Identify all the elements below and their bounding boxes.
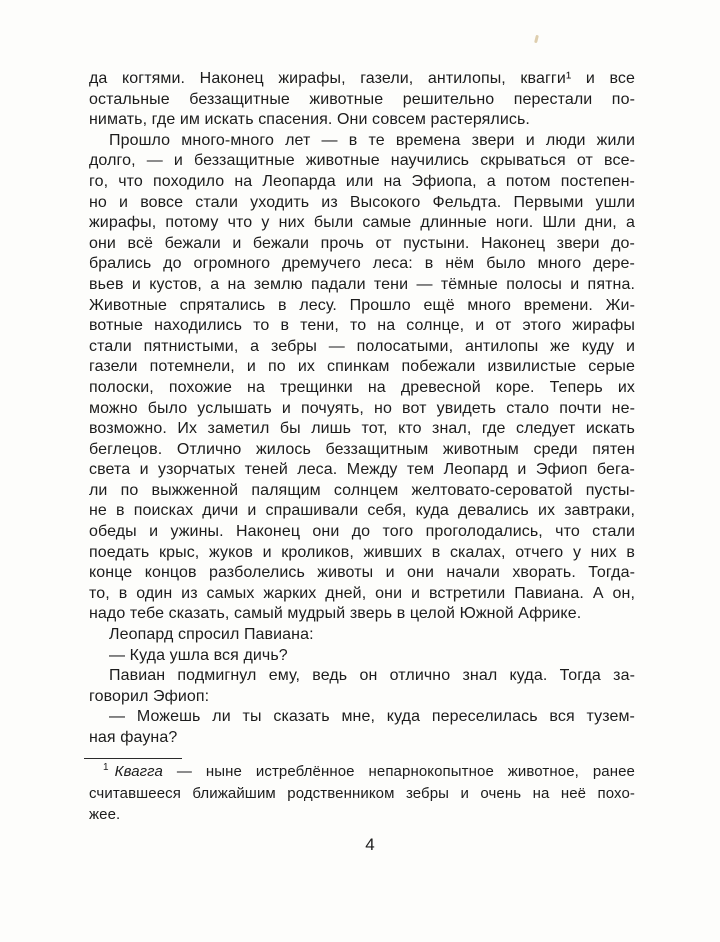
- text-line: Павиан подмигнул ему, ведь он отлично знал куда. Тогда за-: [109, 667, 635, 685]
- text-line: долго, — и беззащитные животные научились скрываться от все-: [89, 152, 635, 170]
- text-line: полоски, похожие на трещинки на древесной коре. Теперь их: [89, 378, 635, 396]
- text-line: брались до огромного дремучего леса: в нём было много дере-: [89, 255, 635, 273]
- page-number: 4: [365, 835, 375, 854]
- text-line: света и узорчатых теней леса. Между тем Леопард и Эфиоп бега-: [89, 461, 635, 479]
- body-text: [89, 69, 635, 749]
- text-line: нимать, где им искать спасения. Они совсем растерялись.: [89, 111, 530, 129]
- text-line: вотные находились то в тени, то на солнце, и от этого жирафы: [89, 317, 635, 335]
- text-line: го, что походило на Леопарда или на Эфиопа, а потом постепен-: [89, 172, 635, 190]
- text-line: возможно. Их заметил бы лишь тот, кто знал, где следует искать: [89, 420, 635, 438]
- text-line: но и вовсе стали уходить из Высокого Фельдта. Первыми ушли: [89, 193, 635, 211]
- text-line: — Куда ушла вся дичь?: [109, 646, 288, 664]
- text-line: обеды и ужины. Наконец они до того проголодались, что стали: [89, 523, 635, 541]
- text-line: вьев и кустов, а на землю падали тени — тёмные полосы и пятна.: [89, 275, 635, 293]
- text-line: — Можешь ли ты сказать мне, куда переселилась вся тузем-: [109, 708, 635, 726]
- text-line: говорил Эфиоп:: [89, 687, 210, 705]
- text-line: остальные беззащитные животные решительно перестали по-: [89, 90, 635, 108]
- text-line: ная фауна?: [89, 729, 178, 746]
- text-line: то, в один из самых жарких дней, они и встретили Павиана. А он,: [89, 584, 635, 602]
- footnote-line: жее.: [89, 806, 121, 823]
- text-line: беглецов. Отлично жилось беззащитным животным среди пятен: [89, 440, 635, 458]
- footnote-rule: [84, 758, 182, 759]
- text-line: Леопард спросил Павиана:: [109, 626, 314, 644]
- text-line: конце концов разболелись животы и они начали хворать. Тогда-: [89, 564, 635, 582]
- text-line: Прошло много-много лет — в те времена звери и люди жили: [109, 131, 635, 149]
- text-line: они всё бежали и бежали прочь от пустыни. Наконец звери до-: [89, 234, 635, 252]
- footnote-text: — ныне истреблённое непарнокопытное животное, ранее: [162, 763, 635, 780]
- footnote-line: [89, 761, 635, 783]
- text-line: ли по выжженной палящим солнцем желтовато-сероватой пусты-: [89, 481, 635, 499]
- footnote-marker: 1: [103, 762, 109, 773]
- scan-speck: [534, 35, 539, 43]
- footnote: [89, 761, 635, 826]
- text-line: не в поисках дичи и спрашивали себя, куда девались их завтраки,: [89, 502, 635, 520]
- text-line: жирафы, потому что у них были самые длинные ноги. Шли дни, а: [89, 214, 635, 232]
- text-line: да когтями. Наконец жирафы, газели, антилопы, квагги¹ и все: [89, 70, 635, 87]
- text-line: надо тебе сказать, самый мудрый зверь в целой Южной Африке.: [89, 605, 582, 623]
- text-line: стали пятнистыми, а зебры — полосатыми, антилопы же куду и: [89, 337, 635, 355]
- text-line: можно было услышать и почуять, но вот увидеть стало почти не-: [89, 399, 635, 417]
- footnote-line: считавшееся ближайшим родственником зебры и очень на неё похо-: [89, 784, 635, 802]
- footnote-term: Квагга: [114, 763, 163, 780]
- text-line: поедать крыс, жуков и кроликов, живших в скалах, отчего у них в: [89, 543, 635, 561]
- text-line: газели потемнели, и по их спинкам побежали извилистые серые: [89, 358, 635, 376]
- text-line: Животные спрятались в лесу. Прошло ещё много времени. Жи-: [89, 296, 635, 314]
